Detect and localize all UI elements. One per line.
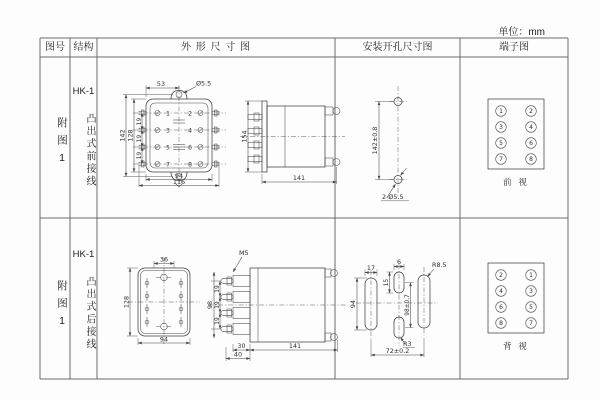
dim-128-r2: 128 [122,295,131,309]
col-header-terminal: 端子图 [499,42,529,53]
row2-fig-no: 附图1 [56,280,68,334]
col-header-mounting: 安装开孔尺寸图 [362,42,433,53]
row2-term-2: 2 [499,272,503,280]
col-header-outline: 外 形 尺 寸 图 [180,42,252,53]
unit-label: 单位：mm [498,27,545,38]
row2-outline-side-view [206,249,348,361]
label-r3: R3 [403,340,412,348]
dim-30: 30 [237,342,246,350]
dim-17: 17 [366,264,376,272]
dim-15: 15 [383,278,390,287]
row2-term-7: 7 [529,320,533,328]
row1-model: HK-1 [72,86,95,97]
table-grid [40,38,568,379]
dim-hole-5-5: Ø5.5 [196,79,212,88]
row1-fig-no: 附图1 [56,117,68,171]
row1-outline-front-view [119,80,227,189]
dim-142-08: 142±0.8 [371,126,379,155]
row2-term-4: 4 [499,288,503,296]
dim-19a: 19 [136,117,143,126]
row2-structure: 凸出式后接线 [84,275,95,351]
row1-front-t3: 3 [166,127,170,135]
dim-6: 6 [396,258,402,266]
row1-term-8: 8 [529,156,533,164]
row2-terminal-caption: 背 视 [503,342,529,352]
row2-model: HK-1 [72,249,95,260]
row1-front-t1: 1 [166,110,170,118]
row2-term-5: 5 [529,304,533,312]
row1-front-t6: 6 [188,144,192,152]
row1-terminal-caption: 前 视 [503,178,529,188]
col-header-structure: 结构 [73,42,94,53]
row1-outline-side-view [240,101,345,184]
row1-front-t7: 7 [166,161,170,169]
label-m5: M5 [239,249,249,257]
row1-front-t5: 5 [166,144,170,152]
dim-116: 116 [172,178,186,186]
row2-mounting-diagram [349,258,447,357]
row1-term-7: 7 [499,156,503,164]
row2-term-6: 6 [499,304,503,312]
dim-154: 154 [240,130,249,143]
row1-term-1: 1 [499,108,503,116]
row1-front-t2: 2 [188,110,192,118]
dim-94: 94 [174,172,184,180]
col-header-fig-no: 图号 [45,42,65,53]
dim-141: 141 [292,174,306,182]
dim-72-02: 72±0.2 [385,347,410,355]
dim-19-r2a: 19 [214,285,221,293]
dim-19c: 19 [136,151,143,160]
row2-terminal-diagram [488,263,544,352]
dim-141-r2: 141 [288,342,302,350]
label-r85: R8.5 [432,261,447,269]
row2-term-3: 3 [529,288,533,296]
dim-128: 128 [126,129,135,142]
dim-142: 142 [118,129,127,142]
row1-terminal-diagram [488,99,544,188]
dim-19b: 19 [136,134,143,143]
dim-19-r2b: 19 [214,301,221,309]
row2-outline-front-view [123,256,201,346]
row1-structure: 凸出式前接线 [84,112,95,188]
row2-term-1: 1 [529,272,533,280]
row1-term-3: 3 [499,124,503,132]
row1-term-6: 6 [529,140,533,148]
dim-19-r2c: 19 [214,317,221,325]
dim-98-07: 98±0.7 [404,294,411,316]
dim-53: 53 [156,80,166,88]
row1-term-4: 4 [529,124,533,132]
dim-94-mount: 94 [349,299,357,309]
dim-98: 98 [206,300,214,310]
row1-side-pins [248,113,262,163]
row1-front-t8: 8 [188,161,192,169]
row1-mounting-diagram [371,86,409,201]
dim-94-r2: 94 [159,335,169,344]
label-2-holes: 2-Ø5.5 [382,193,404,201]
row1-term-5: 5 [499,140,503,148]
row1-term-2: 2 [529,108,533,116]
dim-40: 40 [233,350,243,359]
dim-36: 36 [159,255,169,264]
row2-term-8: 8 [499,320,503,328]
row1-front-t4: 4 [188,127,192,135]
